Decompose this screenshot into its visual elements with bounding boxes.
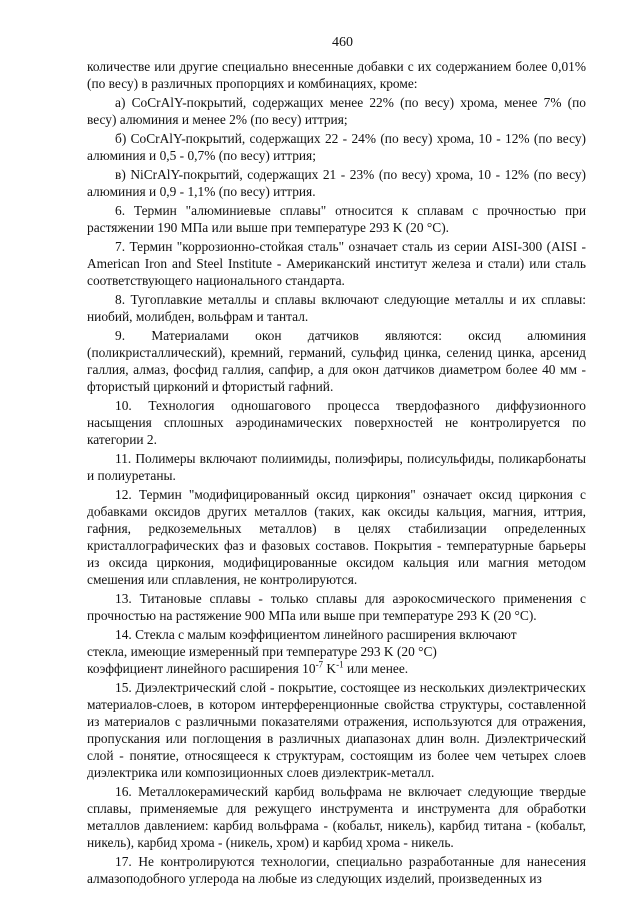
paragraph-intro: количестве или другие специально внесенные добавки с их содержанием более 0,01% (по весу) в различных пропорциях и комбинациях, кроме: <box>87 59 586 91</box>
paragraph-16: 16. Металлокерамический карбид вольфрама не включает следующие твердые сплавы, применяемые для режущего инструмента и инструмента для обработки металлов давлением: карбид вольфрама - (кобальт, никель), карбид титана - (кобальт, никель), карбид хрома - (никель, хром) и карбид хрома - никель. <box>87 784 586 850</box>
paragraph-13: 13. Титановые сплавы - только сплавы для аэрокосмического применения с прочностью на растяжение 900 МПа или выше при температуре 293 K (20 °C). <box>87 591 586 623</box>
paragraph-8: 8. Тугоплавкие металлы и сплавы включают следующие металлы и их сплавы: ниобий, молибден, вольфрам и тантал. <box>87 292 586 324</box>
page-number: 460 <box>332 35 353 50</box>
paragraph-15: 15. Диэлектрический слой - покрытие, состоящее из нескольких диэлектрических материалов-слоев, в котором интерференционные свойства структуры, составленной из материалов с различными показателями отражения, используются для отражения, пропускания или поглощения в различных диапазонах длин волн. Диэлектрический слой - понятие, относящееся к структурам, состоящим из более чем четырех слоев диэлектрика или композиционных слоев диэлектрик-металл. <box>87 680 586 780</box>
exponent-minus-7: -7 <box>315 659 324 670</box>
paragraph-10: 10. Технология одношагового процесса твердофазного диффузионного насыщения сплошных аэродинамических поверхностей не контролируется по категории 2. <box>87 398 586 447</box>
paragraph-11: 11. Полимеры включают полиимиды, полиэфиры, полисульфиды, поликарбонаты и полиуретаны. <box>87 451 586 483</box>
paragraph-14-line-3 <box>87 660 586 677</box>
paragraph-item-b: б) CoCrAlY-покрытий, содержащих 22 - 24% (по весу) хрома, 10 - 12% (по весу) алюминия и 0,5 - 0,7% (по весу) иттрия; <box>87 131 586 163</box>
paragraph-item-c: в) NiCrAlY-покрытий, содержащих 21 - 23% (по весу) хрома, 10 - 12% (по весу) алюминия и 0,9 - 1,1% (по весу) иттрия. <box>87 167 586 199</box>
paragraph-14-line-1: 14. Стекла с малым коэффициентом линейного расширения включают <box>115 627 517 642</box>
exponent-minus-1: -1 <box>336 659 344 670</box>
paragraph-12: 12. Термин "модифицированный оксид циркония" означает оксид циркония с добавками оксидов других металлов (таких, как оксиды кальция, магния, иттрия, гафния, редкоземельных металлов) в целях стабилизации определенных кристаллографических фаз и фазовых составов. Покрытия - температурные барьеры из оксида циркония, модифицированные оксидом кальция или магния методом смешения или сплавления, не контролируются. <box>87 487 586 587</box>
expansion-text-post: или менее. <box>343 661 409 676</box>
paragraph-17: 17. Не контролируются технологии, специально разработанные для нанесения алмазоподобного углерода на любые из следующих изделий, произведенных из <box>87 854 586 886</box>
paragraph-6: 6. Термин "алюминиевые сплавы" относится к сплавам с прочностью при растяжении 190 МПа или выше при температуре 293 K (20 °C). <box>87 203 586 235</box>
unit-kelvin: K <box>323 661 337 676</box>
paragraph-7: 7. Термин "коррозионно-стойкая сталь" означает сталь из серии AISI-300 (AISI - American Iron and Steel Institute - Американский институт железа и стали) или сталь соответствующего национального стандарта. <box>87 239 586 288</box>
paragraph-9: 9. Материалами окон датчиков являются: оксид алюминия (поликристаллический), кремний, германий, сульфид цинка, селенид цинка, арсенид галлия, алмаз, фосфид галлия, сапфир, а для окон датчиков диаметром более 40 мм - фтористый цирконий и фтористый гафний. <box>87 328 586 394</box>
paragraph-14-line-2: стекла, имеющие измеренный при температуре 293 K (20 °C) <box>87 644 437 659</box>
expansion-text-pre: коэффициент линейного расширения 10 <box>87 661 316 676</box>
paragraph-item-a: а) CoCrAlY-покрытий, содержащих менее 22% (по весу) хрома, менее 7% (по весу) алюминия и менее 2% (по весу) иттрия; <box>87 95 586 127</box>
